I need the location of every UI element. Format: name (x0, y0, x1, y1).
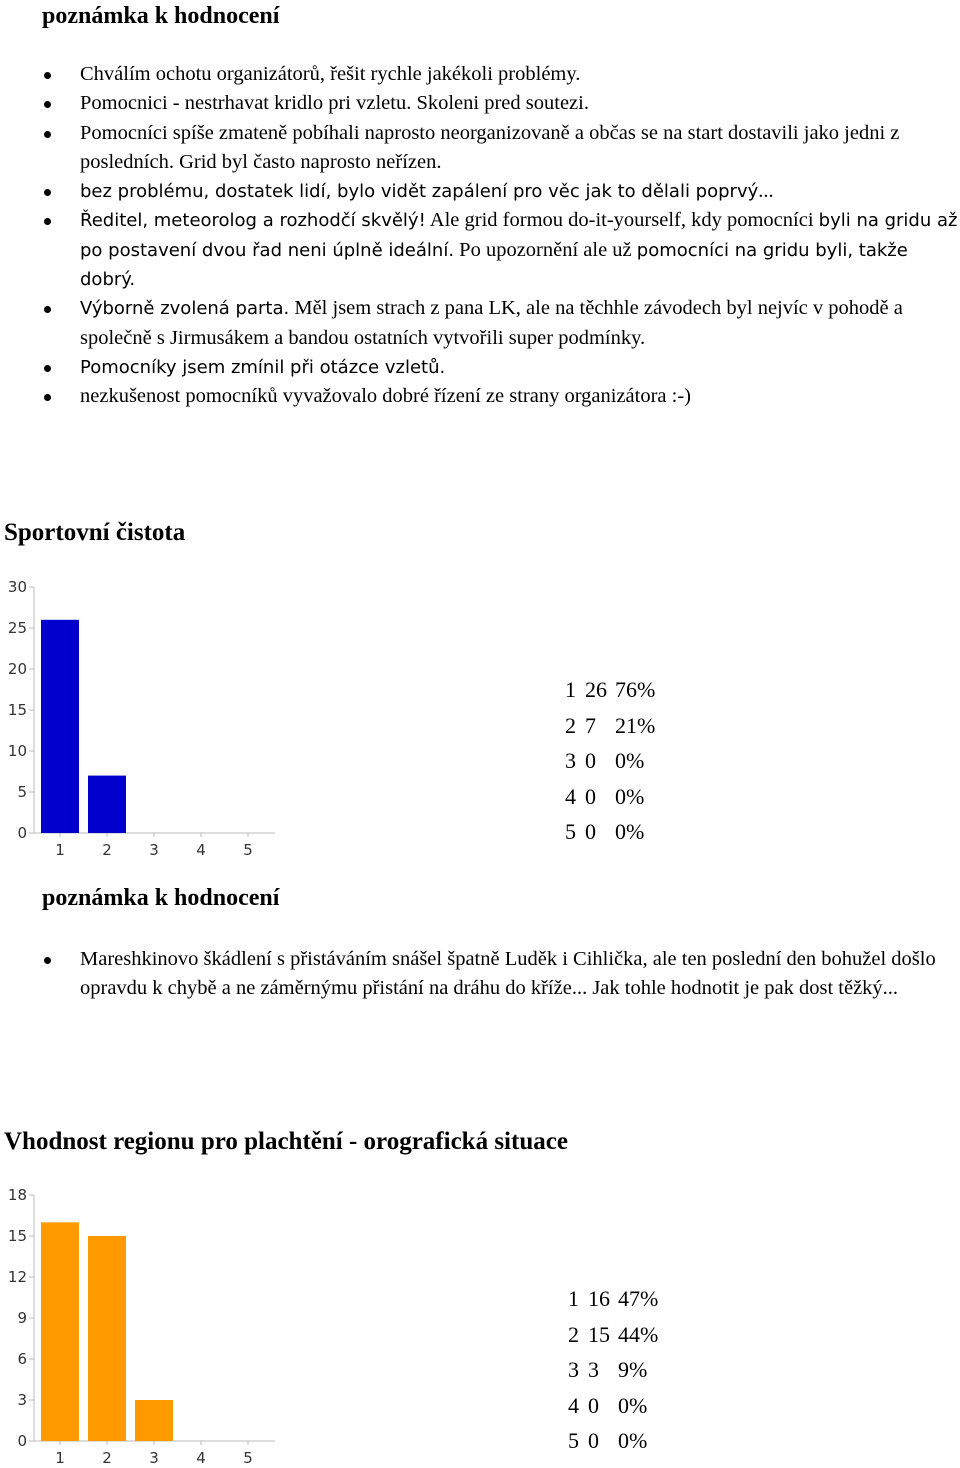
y-tick-label: 15 (7, 1227, 27, 1245)
y-tick-label: 20 (7, 660, 27, 678)
note-text: byli na gridu až po postavení dvou řad neni úplně ideální. (80, 210, 958, 261)
stat-number: 4 (565, 783, 576, 809)
stat-row (565, 708, 655, 744)
bar (41, 620, 79, 833)
bullet-icon (44, 189, 51, 196)
stat-number: 3 (568, 1357, 579, 1383)
note-text: Pomocníci spíše zmateně pobíhali naprosto neorganizovaně a občas se na start dostavili jako jedni z posledních. Grid byl často naprosto neřízen. (80, 121, 900, 173)
stat-count: 16 (588, 1286, 610, 1311)
note-heading: poznámka k hodnocení (42, 885, 280, 911)
x-tick-label: 1 (55, 1449, 65, 1467)
bullet-icon (44, 218, 51, 225)
stat-count: 0 (588, 1428, 599, 1454)
stat-percent: 0% (615, 783, 645, 809)
stat-row (568, 1317, 658, 1353)
stat-number: 5 (568, 1428, 579, 1454)
stat-count: 0 (588, 1392, 599, 1418)
stat-percent: 0% (615, 748, 645, 774)
x-tick-label: 3 (149, 1449, 159, 1467)
stat-number: 1 (568, 1286, 579, 1311)
stat-number: 3 (565, 748, 576, 774)
note-text: Ale grid formou do-it-yourself, kdy pomocníci (425, 209, 819, 232)
list-item (0, 353, 960, 382)
note-text: ... (758, 180, 774, 203)
bullet-icon (44, 101, 51, 108)
note-text: Chválím ochotu organizátorů, řešit rychle jakékoli problémy. (80, 63, 581, 85)
y-tick-label: 25 (7, 619, 27, 637)
stat-percent: 9% (618, 1357, 648, 1383)
note-text: Výborně zvolená parta. (80, 298, 290, 320)
list-item (0, 294, 960, 353)
stat-row (565, 779, 655, 815)
chart-svg (0, 575, 290, 865)
x-tick-label: 5 (243, 841, 253, 859)
list-item (0, 206, 960, 294)
stat-count: 0 (585, 819, 596, 845)
note-text: bez problému, dostatek lidí, bylo vidět zapálení pro věc jak to dělali poprvý (80, 181, 759, 203)
note-text: Pomocníky jsem zmínil při otázce vzletů. (80, 356, 446, 378)
stat-percent: 21% (615, 712, 656, 738)
stat-count: 0 (585, 783, 596, 809)
stat-count: 26 (585, 677, 607, 702)
stats-table (565, 672, 655, 850)
stat-number: 1 (565, 677, 576, 702)
list-item (0, 60, 960, 89)
y-tick-label: 10 (7, 742, 27, 760)
y-tick-label: 5 (17, 783, 27, 801)
stat-row (568, 1281, 658, 1317)
stat-count: 3 (588, 1357, 599, 1383)
section-title: Vhodnost regionu pro plachtění - orografická situace (4, 1128, 568, 1155)
stat-count: 7 (585, 712, 596, 738)
stat-percent: 44% (618, 1321, 659, 1347)
bullet-icon (44, 72, 51, 79)
list-item (0, 945, 960, 1004)
stat-number: 5 (565, 819, 576, 845)
list-item (0, 89, 960, 118)
y-tick-label: 0 (17, 824, 27, 842)
stat-percent: 0% (618, 1428, 648, 1454)
bar (135, 1400, 173, 1441)
stat-count: 0 (585, 748, 596, 774)
stat-number: 4 (568, 1392, 579, 1418)
list-item (0, 177, 960, 206)
stat-percent: 47% (618, 1286, 659, 1311)
stat-count: 15 (588, 1321, 610, 1347)
note-text: Ředitel, meteorolog a rozhodčí skvělý! (80, 210, 426, 232)
bar (41, 1222, 79, 1441)
stat-row (568, 1352, 658, 1388)
stat-row (565, 672, 655, 708)
stats-table (568, 1281, 658, 1459)
y-tick-label: 30 (7, 578, 27, 596)
y-tick-label: 18 (7, 1186, 27, 1204)
y-tick-label: 0 (17, 1432, 27, 1450)
stat-row (568, 1423, 658, 1459)
note-list (0, 945, 960, 1004)
stat-row (565, 814, 655, 850)
x-tick-label: 5 (243, 1449, 253, 1467)
bar (88, 1236, 126, 1441)
bullet-icon (44, 394, 51, 401)
bullet-icon (44, 306, 51, 313)
x-tick-label: 1 (55, 841, 65, 859)
list-item (0, 119, 960, 178)
note-text: Po upozornění ale už (454, 238, 637, 261)
bullet-icon (44, 365, 51, 372)
y-tick-label: 3 (17, 1391, 27, 1409)
bar-chart-sportovni (0, 575, 290, 865)
x-tick-label: 2 (102, 1449, 112, 1467)
x-tick-label: 4 (196, 1449, 206, 1467)
stat-row (565, 743, 655, 779)
stat-row (568, 1388, 658, 1424)
stat-number: 2 (568, 1321, 579, 1347)
note-list (0, 60, 960, 412)
section-title: Sportovní čistota (4, 519, 186, 546)
bar (88, 776, 126, 833)
chart-svg (0, 1183, 290, 1468)
note-text: Pomocnici - nestrhavat kridlo pri vzletu. Skoleni pred soutezi. (80, 92, 589, 115)
note-heading: poznámka k hodnocení (42, 3, 280, 29)
y-tick-label: 9 (17, 1309, 27, 1327)
bar-chart-region (0, 1183, 290, 1468)
note-text: nezkušenost pomocníků vyvažovalo dobré řízení ze strany organizátora :-) (80, 385, 691, 408)
x-tick-label: 4 (196, 841, 206, 859)
x-tick-label: 2 (102, 841, 112, 859)
y-tick-label: 15 (7, 701, 27, 719)
bullet-icon (44, 131, 51, 138)
note-text: Měl jsem strach z pana LK, ale na těchhle závodech byl nejvíc v pohodě a společně s Jirmusákem a bandou ostatních vytvořili super podmínky. (80, 297, 903, 349)
bullet-icon (44, 957, 51, 964)
stat-percent: 0% (618, 1392, 648, 1418)
note-text: pomocníci na gridu byli, takže dobrý. (80, 239, 908, 291)
note-text: Mareshkinovo škádlení s přistáváním snášel špatně Luděk i Cihlička, ale ten poslední den bohužel došlo opravdu k chybě a ne záměrnýmu přistání na dráhu do kříže... Jak tohle hodnotit je pak dost těžký... (80, 948, 936, 1000)
y-tick-label: 12 (7, 1268, 27, 1286)
stat-percent: 0% (615, 819, 645, 845)
list-item (0, 382, 960, 411)
y-tick-label: 6 (17, 1350, 27, 1368)
stat-percent: 76% (615, 677, 656, 702)
x-tick-label: 3 (149, 841, 159, 859)
stat-number: 2 (565, 712, 576, 738)
